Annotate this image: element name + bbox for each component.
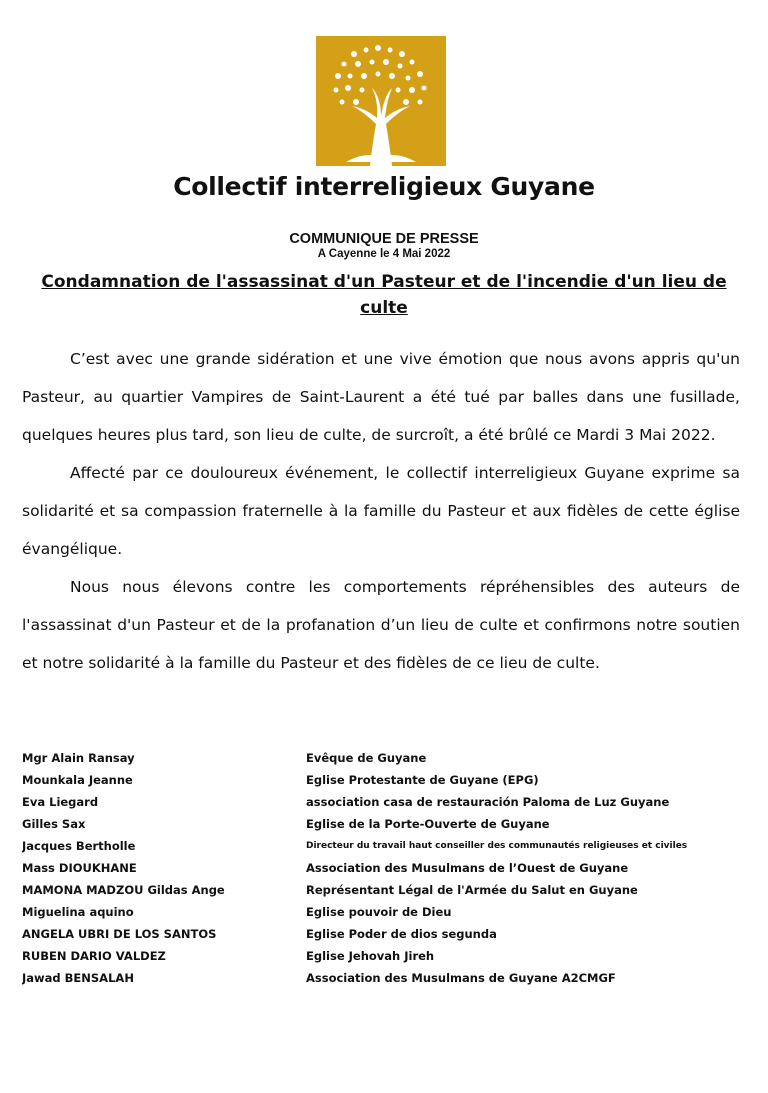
signatory-role: Eglise Protestante de Guyane (EPG) bbox=[306, 773, 539, 787]
signatory-role: Eglise pouvoir de Dieu bbox=[306, 905, 452, 919]
signatory-name: Jawad BENSALAH bbox=[22, 971, 134, 985]
signatory-role: Représentant Légal de l'Armée du Salut en Guyane bbox=[306, 883, 638, 897]
signatory-row bbox=[22, 769, 742, 791]
signatory-name: Eva Liegard bbox=[22, 795, 99, 809]
tree-logo-icon bbox=[316, 36, 446, 166]
signatory-name: ANGELA UBRI DE LOS SANTOS bbox=[22, 927, 217, 941]
signatory-row bbox=[22, 879, 742, 901]
organization-title: Collectif interreligieux Guyane bbox=[173, 172, 595, 201]
paragraph: Affecté par ce douloureux événement, le collectif interreligieux Guyane exprime sa solidarité et sa compassion fraternelle à la famille du Pasteur et aux fidèles de cette église évangélique. bbox=[22, 464, 740, 558]
signatory-row bbox=[22, 901, 742, 923]
signatory-role: Eglise de la Porte-Ouverte de Guyane bbox=[306, 817, 550, 831]
signatory-name: Miguelina aquino bbox=[22, 905, 134, 919]
signatory-name: MAMONA MADZOU Gildas Ange bbox=[22, 883, 225, 897]
paragraph: C’est avec une grande sidération et une vive émotion que nous avons appris qu'un Pasteur, au quartier Vampires de Saint-Laurent a été tué par balles dans une fusillade, quelques heures plus tard, son lieu de culte, de surcroît, a été brûlé ce Mardi 3 Mai 2022. bbox=[22, 350, 740, 444]
signatory-role: Eglise Jehovah Jireh bbox=[306, 949, 435, 963]
signatory-role: Directeur du travail haut conseiller des communautés religieuses et civiles bbox=[306, 841, 688, 851]
signatory-role: Eglise Poder de dios segunda bbox=[306, 927, 497, 941]
signatory-row bbox=[22, 945, 742, 967]
signatory-row bbox=[22, 923, 742, 945]
paragraph: Nous nous élevons contre les comportements répréhensibles des auteurs de l'assassinat d'un Pasteur et de la profanation d’un lieu de culte et confirmons notre soutien et notre solidarité à la famille du Pasteur et des fidèles de ce lieu de culte. bbox=[22, 578, 740, 672]
signatory-row bbox=[22, 813, 742, 835]
signatory-name: RUBEN DARIO VALDEZ bbox=[22, 949, 166, 963]
signatory-name: Gilles Sax bbox=[22, 817, 86, 831]
signatory-role: association casa de restauración Paloma de Luz Guyane bbox=[306, 795, 670, 809]
body-text bbox=[22, 340, 740, 682]
signatory-row bbox=[22, 857, 742, 879]
signatory-role: Evêque de Guyane bbox=[306, 751, 427, 765]
signatory-role: Association des Musulmans de l’Ouest de Guyane bbox=[306, 861, 629, 875]
signatory-role: Association des Musulmans de Guyane A2CMGF bbox=[306, 971, 616, 985]
press-release-label: COMMUNIQUE DE PRESSE bbox=[289, 231, 479, 247]
signatory-row bbox=[22, 835, 742, 857]
signatory-name: Mgr Alain Ransay bbox=[22, 751, 135, 765]
signatory-name: Mass DIOUKHANE bbox=[22, 861, 137, 875]
signatory-name: Jacques Bertholle bbox=[22, 839, 136, 853]
signatory-row bbox=[22, 967, 742, 989]
signatories-list bbox=[22, 747, 742, 989]
signatory-row bbox=[22, 747, 742, 769]
headline: Condamnation de l'assassinat d'un Pasteur et de l'incendie d'un lieu de culte bbox=[41, 272, 727, 318]
signatory-row bbox=[22, 791, 742, 813]
signatory-name: Mounkala Jeanne bbox=[22, 773, 133, 787]
dateline: A Cayenne le 4 Mai 2022 bbox=[317, 248, 451, 260]
